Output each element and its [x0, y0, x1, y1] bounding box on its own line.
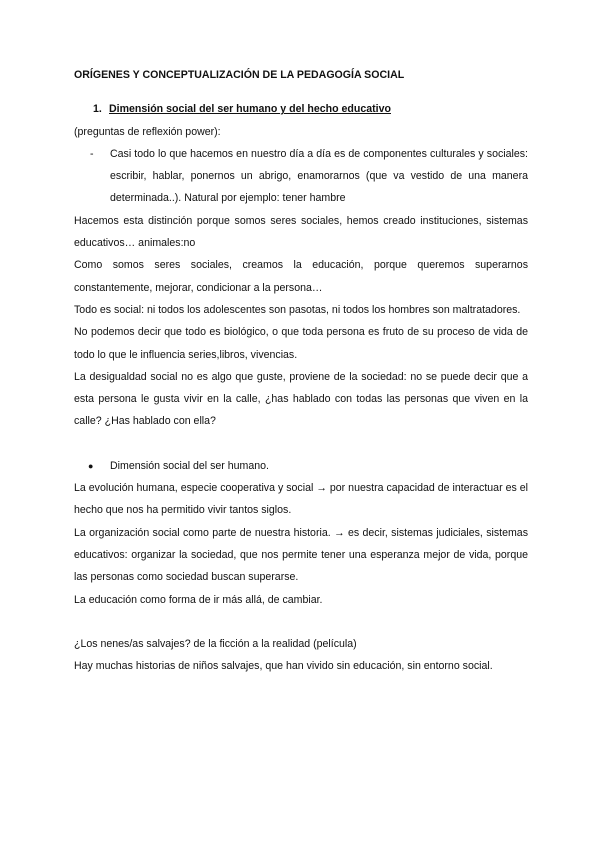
spacer: [74, 611, 528, 633]
paragraph-biological: No podemos decir que todo es biológico, o que toda persona es fruto de su proceso de vida de todo lo que le influencia series,libros, vivencias.: [74, 326, 528, 361]
paragraph-organization: La organización social como parte de nuestra historia. → es decir, sistemas judiciales, sistemas educativos: organizar la sociedad, que nos permite tener una esperanza mejor de vida, porque las personas como sociedad buscan superarse.: [74, 526, 528, 584]
paragraph-evolution: La evolución humana, especie cooperativa y social → por nuestra capacidad de interactuar es el hecho que nos ha permitido vivir tantos siglos.: [74, 482, 528, 517]
document-title: ORÍGENES Y CONCEPTUALIZACIÓN DE LA PEDAGOGÍA SOCIAL: [74, 69, 405, 81]
bullet-marker: ●: [88, 460, 94, 471]
paragraph-social: Todo es social: ni todos los adolescentes son pasotas, ni todos los hombres son maltratadores.: [74, 303, 521, 316]
paragraph-wild-children-question: ¿Los nenes/as salvajes? de la ficción a la realidad (película): [74, 637, 357, 650]
section-heading-text: Dimensión social del ser humano y del hecho educativo: [109, 103, 391, 116]
section-number: 1.: [93, 103, 102, 116]
paragraph-beyond: La educación como forma de ir más allá, de cambiar.: [74, 593, 323, 606]
section-heading: [93, 98, 528, 120]
paragraph-education: Como somos seres sociales, creamos la educación, porque queremos superarnos constantemente, mejorar, condicionar a la persona…: [74, 259, 528, 294]
paragraph-inequality: La desigualdad social no es algo que guste, proviene de la sociedad: no se puede decir que a esta persona le gusta vivir en la calle, ¿has hablado con todas las personas que viven en la calle? ¿Has hablado con ella?: [74, 370, 528, 428]
document-body: [74, 64, 528, 677]
paragraph-distinction: Hacemos esta distinción porque somos seres sociales, hemos creado instituciones, sistemas educativos… animales:no: [74, 214, 528, 250]
intro-note: (preguntas de reflexión power):: [74, 125, 221, 138]
dash-list-item: [90, 143, 528, 210]
paragraph-wild-children: Hay muchas historias de niños salvajes, que han vivido sin educación, sin entorno social.: [74, 660, 493, 673]
dash-marker: -: [90, 147, 94, 160]
bullet-item-text: Dimensión social del ser humano.: [110, 459, 269, 472]
bullet-list-item: [88, 455, 528, 477]
dash-item-text: Casi todo lo que hacemos en nuestro día a día es de componentes culturales y sociales: escribir, hablar, ponernos un abrigo, enamorarnos (que va vestido de una manera determinada..). Natural por ejemplo: tener hambre: [110, 147, 528, 205]
